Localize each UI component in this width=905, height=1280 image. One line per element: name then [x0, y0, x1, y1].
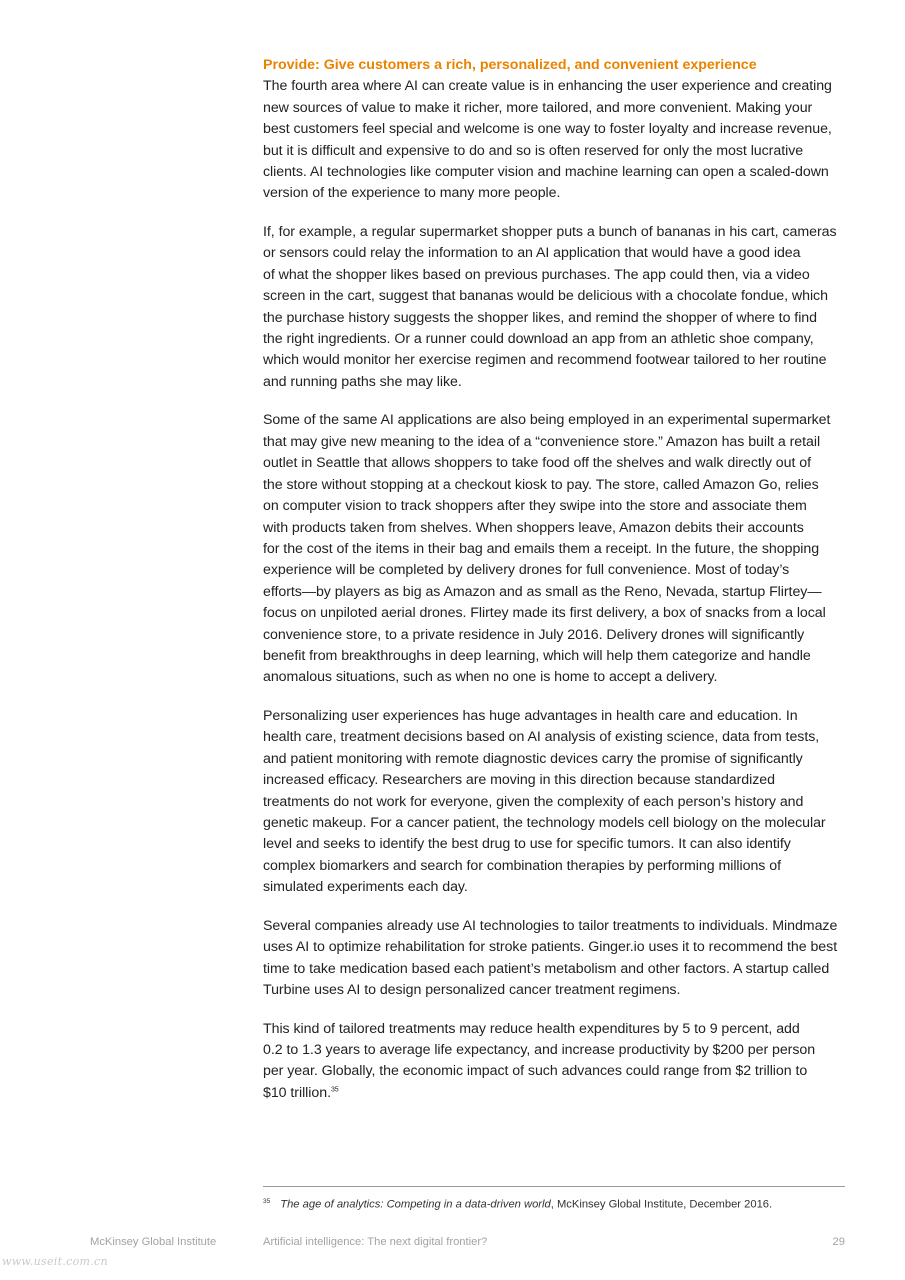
text-line: for the cost of the items in their bag and emails them a receipt. In the future, the shopping — [263, 540, 820, 557]
text-line-content: $10 trillion. — [263, 1084, 331, 1101]
section-heading: Provide: Give customers a rich, personalized, and convenient experience — [263, 57, 757, 73]
text-line: treatments do not work for everyone, given the complexity of each person’s history and — [263, 793, 804, 810]
text-line: increased efficacy. Researchers are moving in this direction because standardized — [263, 772, 775, 789]
text-line: 0.2 to 1.3 years to average life expectancy, and increase productivity by $200 per person — [263, 1042, 816, 1058]
page-number: 29 — [832, 1236, 845, 1248]
footnote-source: , McKinsey Global Institute, December 2016. — [550, 1198, 773, 1211]
text-line: Turbine uses AI to design personalized cancer treatment regimens. — [263, 982, 681, 998]
text-line: convenience store, to a private residence in July 2016. Delivery drones will significantly — [263, 626, 805, 643]
watermark: www.useit.com.cn — [2, 1255, 108, 1268]
text-line — [263, 1083, 848, 1104]
text-line: If, for example, a regular supermarket shopper puts a bunch of bananas in his cart, cameras — [263, 224, 837, 241]
text-line: but it is difficult and expensive to do and so is often reserved for only the most lucrative — [263, 142, 804, 159]
text-line: experience will be completed by delivery drones for full convenience. Most of today’s — [263, 562, 790, 579]
text-line: simulated experiments each day. — [263, 879, 468, 896]
text-line: the purchase history suggests the shopper likes, and remind the shopper of where to find — [263, 309, 817, 326]
text-line: complex biomarkers and search for combination therapies by performing millions of — [263, 857, 781, 874]
footer-report-title: Artificial intelligence: The next digital frontier? — [263, 1236, 488, 1248]
footnote-divider — [263, 1186, 845, 1187]
text-line: outlet in Seattle that allows shoppers to take food off the shelves and walk directly out of — [263, 455, 811, 472]
text-line: best customers feel special and welcome is one way to foster loyalty and increase revenue, — [263, 121, 832, 138]
footnote-title: The age of analytics: Competing in a data-driven world — [280, 1198, 551, 1211]
text-line: This kind of tailored treatments may reduce health expenditures by 5 to 9 percent, add — [263, 1020, 800, 1037]
text-line: with products taken from shelves. When shoppers leave, Amazon debits their accounts — [263, 519, 804, 536]
text-line: on computer vision to track shoppers after they swipe into the store and associate them — [263, 498, 807, 515]
text-line: benefit from breakthroughs in deep learning, which will help them categorize and handle — [263, 647, 811, 664]
text-line: per year. Globally, the economic impact of such advances could range from $2 trillion to — [263, 1063, 808, 1080]
paragraph-2 — [263, 222, 848, 393]
text-line: Personalizing user experiences has huge advantages in health care and education. In — [263, 707, 798, 724]
text-line: version of the experience to many more people. — [263, 185, 561, 202]
text-line: and running paths she may like. — [263, 373, 462, 390]
footnote — [263, 1194, 772, 1213]
paragraph-4 — [263, 706, 848, 899]
text-line: the right ingredients. Or a runner could download an app from an athletic shoe company, — [263, 331, 814, 348]
text-line: of what the shopper likes based on previous purchases. The app could then, via a video — [263, 266, 810, 283]
paragraph-5 — [263, 916, 848, 1002]
text-line: that may give new meaning to the idea of a “convenience store.” Amazon has built a retail — [263, 433, 821, 450]
text-line: uses AI to optimize rehabilitation for stroke patients. Ginger.io uses it to recommend the best — [263, 939, 838, 956]
main-content — [263, 55, 848, 1121]
text-line: The fourth area where AI can create value is in enhancing the user experience and creating — [263, 78, 832, 95]
footnote-number: 35 — [263, 1198, 271, 1205]
paragraph-3 — [263, 410, 848, 688]
text-line: Several companies already use AI technologies to tailor treatments to individuals. Mindmaze — [263, 917, 838, 934]
footnote-reference[interactable]: 35 — [330, 1086, 339, 1094]
text-line: or sensors could relay the information to an AI application that would have a good idea — [263, 245, 801, 262]
text-line: and patient monitoring with remote diagnostic devices carry the promise of significantly — [263, 750, 803, 767]
text-line: anomalous situations, such as when no one is home to accept a delivery. — [263, 669, 718, 686]
text-line: new sources of value to make it richer, more tailored, and more convenient. Making your — [263, 99, 813, 116]
footer-publisher: McKinsey Global Institute — [90, 1236, 217, 1248]
text-line: efforts—by players as big as Amazon and as small as the Reno, Nevada, startup Flirtey— — [263, 583, 822, 600]
text-line: which would monitor her exercise regimen and recommend footwear tailored to her routine — [263, 352, 827, 369]
text-line: genetic makeup. For a cancer patient, the technology models cell biology on the molecular — [263, 814, 826, 831]
paragraph-1 — [263, 76, 848, 204]
text-line: focus on unpiloted aerial drones. Flirtey made its first delivery, a box of snacks from a local — [263, 605, 826, 622]
text-line: Some of the same AI applications are also being employed in an experimental supermarket — [263, 412, 831, 429]
text-line: screen in the cart, suggest that bananas would be delicious with a chocolate fondue, which — [263, 288, 828, 305]
text-line: clients. AI technologies like computer vision and machine learning can open a scaled-down — [263, 164, 829, 181]
text-line: health care, treatment decisions based on AI analysis of existing science, data from tests, — [263, 729, 820, 746]
text-line: time to take medication based each patient’s metabolism and other factors. A startup called — [263, 960, 830, 977]
text-line: the store without stopping at a checkout kiosk to pay. The store, called Amazon Go, relies — [263, 476, 819, 493]
text-line: level and seeks to identify the best drug to use for specific tumors. It can also identify — [263, 836, 791, 853]
paragraph-6 — [263, 1019, 848, 1105]
